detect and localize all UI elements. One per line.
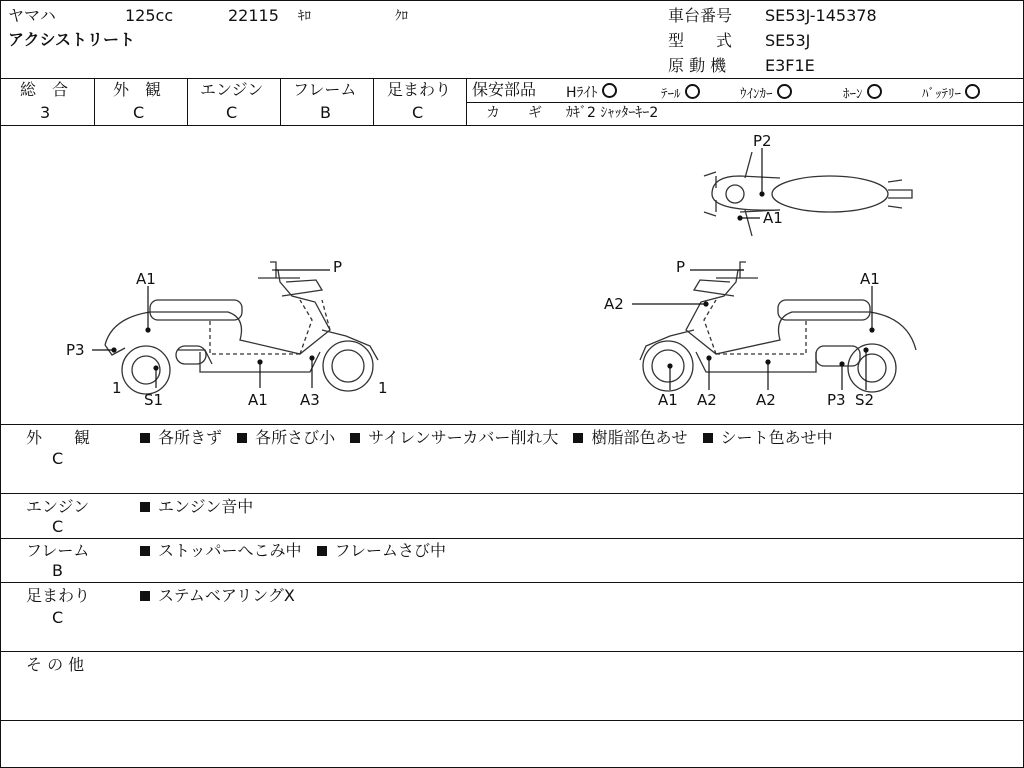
remark-exterior-items: 各所きず 各所さび小 サイレンサーカバー削れ大 樹脂部色あせ シート色あせ中 xyxy=(138,430,841,446)
safety-label: 保安部品 xyxy=(472,80,537,99)
remark-engine-items: エンジン音中 xyxy=(138,499,261,515)
type-value: SE53J xyxy=(765,31,811,50)
exterior-label: 外 観 xyxy=(113,80,162,99)
divider xyxy=(0,493,1024,494)
remark-exterior-grade: C xyxy=(52,449,64,468)
divider xyxy=(0,651,1024,652)
color-abbr: ｷﾛ xyxy=(298,9,311,24)
label-left-one-b: 1 xyxy=(378,379,388,397)
key-label: カ ギ xyxy=(486,105,542,121)
label-right-s2: S2 xyxy=(855,391,875,409)
remark-frame-title: フレーム xyxy=(26,541,90,560)
divider xyxy=(0,424,1024,425)
label-right-a1-bottom: A1 xyxy=(658,391,678,409)
remark-engine-grade: C xyxy=(52,517,64,536)
label-left-s1: S1 xyxy=(144,391,164,409)
safety-battery: ﾊﾞｯﾃﾘｰ xyxy=(922,84,980,101)
label-right-p3: P3 xyxy=(827,391,846,409)
remark-frame-grade: B xyxy=(52,561,63,580)
remark-other-title: そ の 他 xyxy=(26,655,85,674)
frame-no-label: 車台番号 xyxy=(668,6,733,25)
engine-grade: C xyxy=(226,103,238,122)
safety-tail: ﾃｰﾙ xyxy=(661,84,700,101)
divider xyxy=(0,582,1024,583)
color-abbr-2: ｸﾛ xyxy=(395,9,408,24)
engine-grade-label: エンジン xyxy=(200,80,264,99)
maker-name: ヤマハ xyxy=(8,6,56,25)
suspension-grade: C xyxy=(412,103,424,122)
remark-engine-title: エンジン xyxy=(26,497,90,516)
label-right-a2-b: A2 xyxy=(697,391,717,409)
lot-number: 22115 xyxy=(228,6,279,25)
label-left-one-a: 1 xyxy=(112,379,122,397)
remark-suspension-title: 足まわり xyxy=(26,586,91,605)
key-value: ｶｷﾞ2 ｼｬｯﾀｰｷｰ2 xyxy=(566,105,659,121)
label-left-a1-top: A1 xyxy=(136,270,156,288)
safety-horn: ﾎｰﾝ xyxy=(843,84,882,101)
safety-headlight: Hﾗｲﾄ xyxy=(566,83,617,100)
label-right-a2-top: A2 xyxy=(604,295,624,313)
frame-grade-label: フレーム xyxy=(293,80,357,99)
remark-suspension-items: ステムベアリングX xyxy=(138,588,303,604)
divider xyxy=(0,720,1024,721)
remark-suspension-grade: C xyxy=(52,608,64,627)
top-scooter-drawing xyxy=(704,152,912,236)
engine-value: E3F1E xyxy=(765,56,815,75)
exterior-grade: C xyxy=(133,103,145,122)
label-right-a2-c: A2 xyxy=(756,391,776,409)
overall-label: 総 合 xyxy=(20,80,69,99)
label-left-a3: A3 xyxy=(300,391,320,409)
divider xyxy=(0,538,1024,539)
overall-grade: 3 xyxy=(40,103,51,122)
label-left-p: P xyxy=(333,258,343,276)
type-label: 型 式 xyxy=(668,31,733,50)
suspension-grade-label: 足まわり xyxy=(387,80,452,99)
label-right-p: P xyxy=(676,258,686,276)
label-right-a1: A1 xyxy=(860,270,880,288)
model-name: アクシストリート xyxy=(8,30,136,49)
label-left-p3: P3 xyxy=(66,341,85,359)
frame-no-value: SE53J-145378 xyxy=(765,6,877,25)
label-left-a1-bottom: A1 xyxy=(248,391,268,409)
safety-winker: ｳｲﾝｶｰ xyxy=(740,84,792,101)
engine-label: 原 動 機 xyxy=(668,56,727,75)
label-top-a1: A1 xyxy=(763,209,783,227)
label-top-p2: P2 xyxy=(753,132,772,150)
remark-exterior-title: 外 観 xyxy=(26,428,91,447)
remark-frame-items: ストッパーへこみ中 フレームさび中 xyxy=(138,543,454,559)
frame-grade: B xyxy=(320,103,331,122)
displacement: 125cc xyxy=(125,6,174,25)
